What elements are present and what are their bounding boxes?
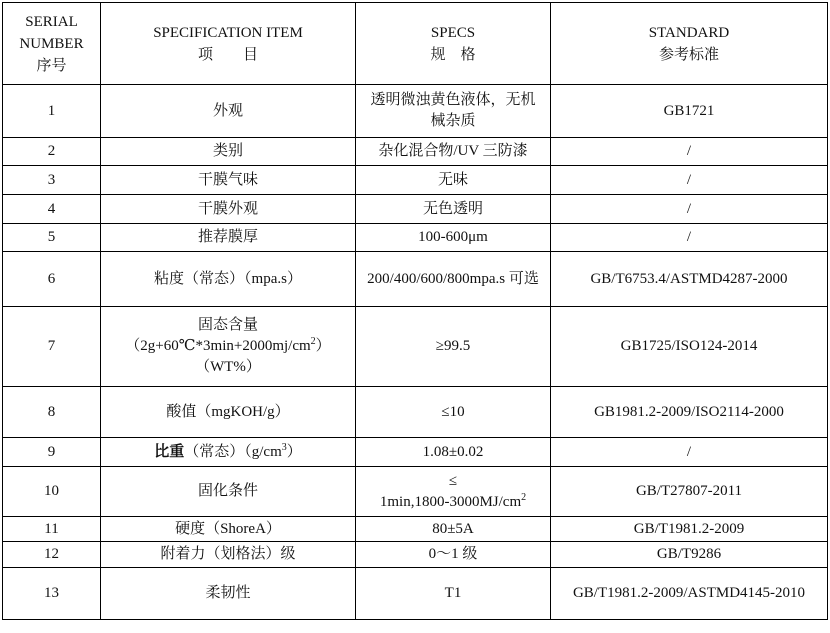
standard-cell: GB1981.2-2009/ISO2114-2000 — [551, 387, 828, 438]
table-row — [3, 138, 828, 166]
standard-cell: / — [551, 138, 828, 166]
standard-cell: GB/T1981.2-2009/ASTMD4145-2010 — [551, 568, 828, 620]
spec-cell: 无色透明 — [356, 195, 551, 224]
spec-cell: ≤ $1\min,1800-3000MJ/cm^2$ — [356, 467, 551, 517]
header-item: SPECIFICATION ITEM 项 目 — [101, 3, 356, 85]
spec-cell: T1 — [356, 568, 551, 620]
item-cell: 类别 — [101, 138, 356, 166]
item-cell: 外观 — [101, 85, 356, 138]
standard-cell: GB/T9286 — [551, 542, 828, 568]
header-specs: SPECS 规 格 — [356, 3, 551, 85]
item-cell: 粘度（常态）（mpa.s） — [101, 252, 356, 307]
standard-cell: / — [551, 438, 828, 467]
table-row — [3, 307, 828, 387]
serial-cell: 10 — [3, 467, 101, 517]
serial-cell: 8 — [3, 387, 101, 438]
serial-cell: 12 — [3, 542, 101, 568]
serial-cell: 4 — [3, 195, 101, 224]
spec-cell: 无味 — [356, 166, 551, 195]
spec-cell: 100-600μm — [356, 224, 551, 252]
table-row — [3, 166, 828, 195]
table-row — [3, 438, 828, 467]
item-cell: 比重（常态）$(g/cm^3)$ — [101, 438, 356, 467]
specification-table — [2, 2, 828, 620]
header-serial: SERIAL NUMBER 序号 — [3, 3, 101, 85]
standard-cell: GB1721 — [551, 85, 828, 138]
item-cell: 推荐膜厚 — [101, 224, 356, 252]
serial-cell: 2 — [3, 138, 101, 166]
standard-cell: / — [551, 224, 828, 252]
table-row — [3, 252, 828, 307]
item-cell: 固化条件 — [101, 467, 356, 517]
item-cell: 干膜气味 — [101, 166, 356, 195]
item-cell: 固态含量 $(2g+60℃*3\min+2000mj/cm^2)$ （WT%） — [101, 307, 356, 387]
standard-cell: / — [551, 166, 828, 195]
serial-cell: 1 — [3, 85, 101, 138]
standard-cell: / — [551, 195, 828, 224]
serial-cell: 3 — [3, 166, 101, 195]
item-cell: 酸值（mgKOH/g） — [101, 387, 356, 438]
spec-cell: 透明微浊黄色液体，无机械杂质 — [356, 85, 551, 138]
serial-cell: 13 — [3, 568, 101, 620]
table-row — [3, 542, 828, 568]
table-row — [3, 195, 828, 224]
item-cell: 硬度（ShoreA） — [101, 517, 356, 542]
header-row — [3, 3, 828, 85]
spec-cell: ≤10 — [356, 387, 551, 438]
table-row — [3, 517, 828, 542]
standard-cell: GB/T1981.2-2009 — [551, 517, 828, 542]
table-row — [3, 387, 828, 438]
spec-cell: 200/400/600/800mpa.s 可选 — [356, 252, 551, 307]
standard-cell: GB/T27807-2011 — [551, 467, 828, 517]
spec-cell: 杂化混合物/UV 三防漆 — [356, 138, 551, 166]
standard-cell: GB/T6753.4/ASTMD4287-2000 — [551, 252, 828, 307]
serial-cell: 7 — [3, 307, 101, 387]
spec-cell: 80±5A — [356, 517, 551, 542]
item-cell: 附着力（划格法）级 — [101, 542, 356, 568]
serial-cell: 9 — [3, 438, 101, 467]
item-cell: 干膜外观 — [101, 195, 356, 224]
table-row — [3, 568, 828, 620]
table-row — [3, 224, 828, 252]
header-standard: STANDARD 参考标准 — [551, 3, 828, 85]
serial-cell: 6 — [3, 252, 101, 307]
table-row — [3, 467, 828, 517]
standard-cell: GB1725/ISO124-2014 — [551, 307, 828, 387]
table-row — [3, 85, 828, 138]
spec-cell: ≥99.5 — [356, 307, 551, 387]
serial-cell: 11 — [3, 517, 101, 542]
spec-cell: 1.08±0.02 — [356, 438, 551, 467]
spec-cell: 0～1 级 — [356, 542, 551, 568]
item-cell: 柔韧性 — [101, 568, 356, 620]
serial-cell: 5 — [3, 224, 101, 252]
